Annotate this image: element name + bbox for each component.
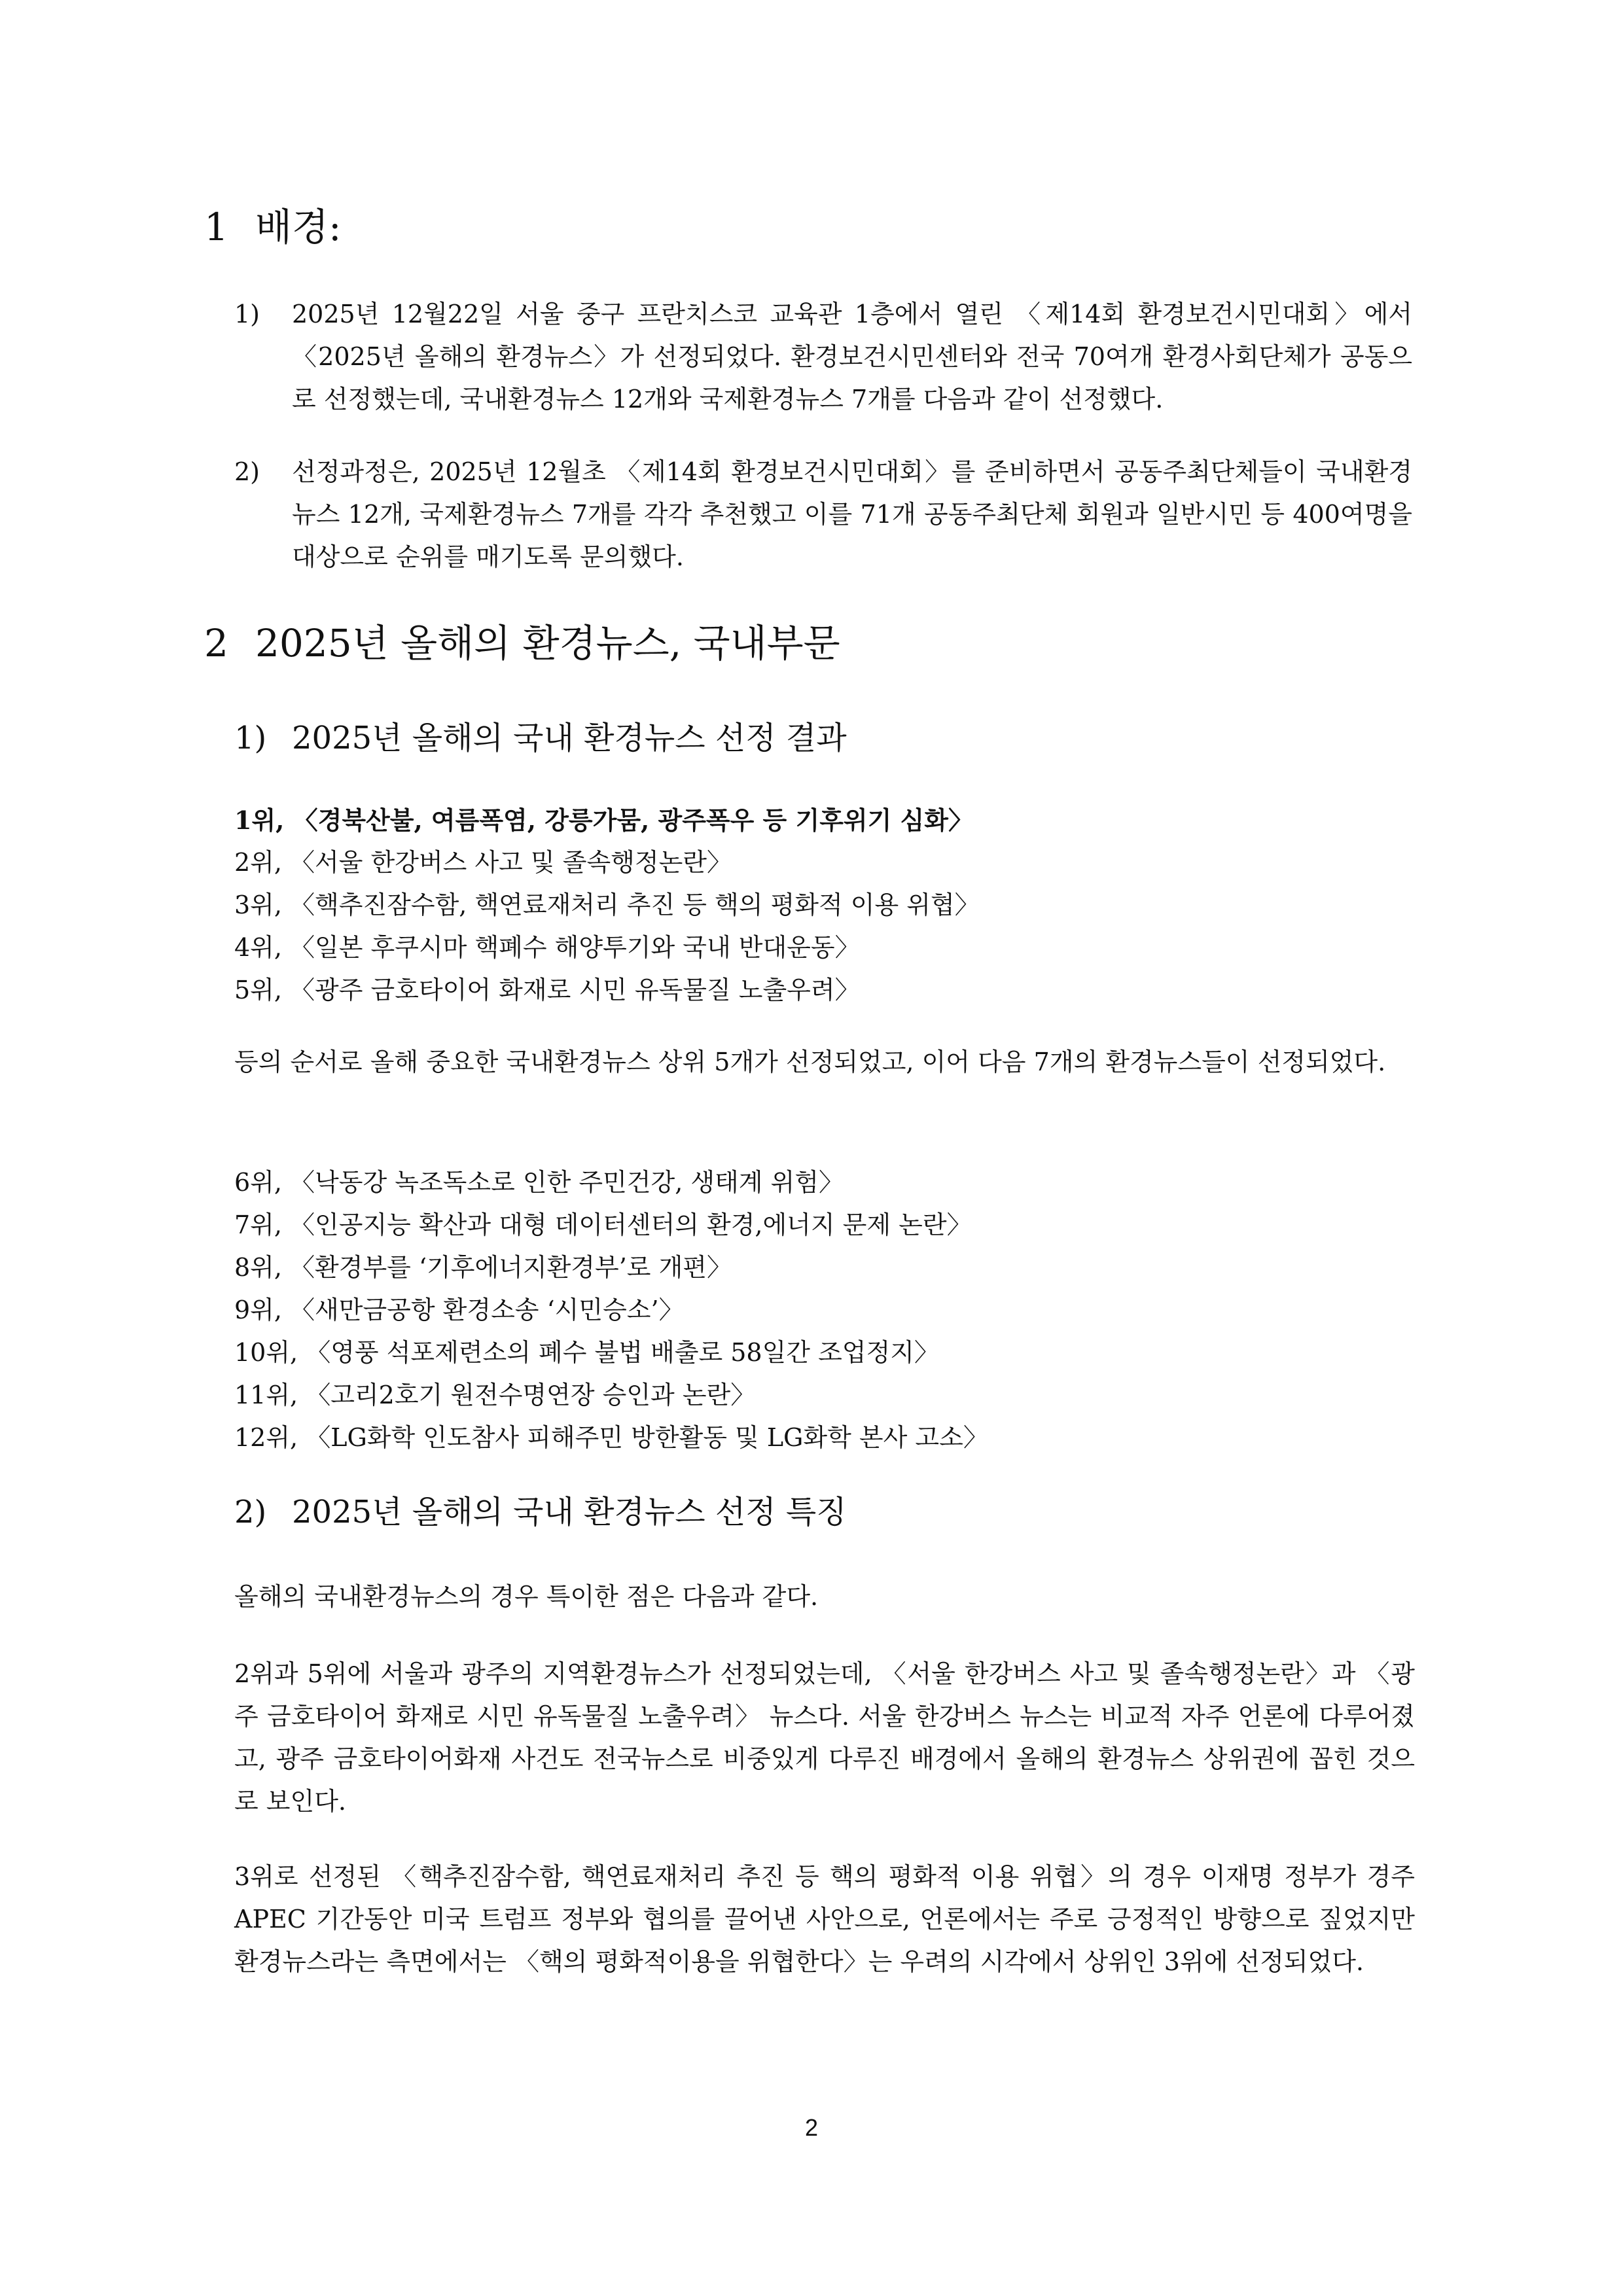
section-2-title: 2025년 올해의 환경뉴스, 국내부문 bbox=[255, 621, 840, 665]
background-item-2-text: 선정과정은, 2025년 12월초 〈제14회 환경보건시민대회〉를 준비하면서 공동주최단체들이 국내환경뉴스 12개, 국제환경뉴스 7개를 각각 추천했고 이를 71개 공동주최단체 회원과 일반시민 등 400여명을 대상으로 순위를 매기도록 문의했다. bbox=[292, 457, 1412, 571]
top5-ranking-list bbox=[234, 799, 1415, 1012]
background-item-1 bbox=[234, 293, 1412, 421]
ranking-item: 11위, 〈고리2호기 원전수명연장 승인과 논란〉 bbox=[234, 1381, 756, 1409]
section-1-number: 1 bbox=[204, 205, 228, 249]
ranking-item: 2위, 〈서울 한강버스 사고 및 졸속행정논란〉 bbox=[234, 848, 732, 877]
ranking-item: 1위, 〈경북산불, 여름폭염, 강릉가뭄, 광주폭우 등 기후위기 심화〉 bbox=[234, 805, 973, 835]
ranking-item: 10위, 〈영풍 석포제련소의 폐수 불법 배출로 58일간 조업정지〉 bbox=[234, 1338, 939, 1367]
background-item-1-text: 2025년 12월22일 서울 중구 프란치스코 교육관 1층에서 열린 〈제14회 환경보건시민대회〉에서 〈2025년 올해의 환경뉴스〉가 선정되었다. 환경보건시민센터와 전국 70여개 환경사회단체가 공동으로 선정했는데, 국내환경뉴스 12개와 국제환경뉴스 7개를 다음과 같이 선정했다. bbox=[292, 300, 1412, 414]
subsection-1-title: 2025년 올해의 국내 환경뉴스 선정 결과 bbox=[292, 720, 847, 756]
ranking-item: 12위, 〈LG화학 인도참사 피해주민 방한활동 및 LG화학 본사 고소〉 bbox=[234, 1423, 988, 1452]
section-1-title: 배경: bbox=[255, 205, 342, 249]
ranking-item: 6위, 〈낙동강 녹조독소로 인한 주민건강, 생태계 위험〉 bbox=[234, 1168, 844, 1197]
background-item-2-marker: 2) bbox=[234, 457, 260, 486]
subsection-2-heading bbox=[234, 1492, 847, 1532]
ranking-item: 4위, 〈일본 후쿠시마 핵폐수 해양투기와 국내 반대운동〉 bbox=[234, 933, 860, 962]
rest-ranking-list bbox=[234, 1161, 1415, 1459]
section-1-heading bbox=[204, 204, 342, 250]
subsection-1-heading bbox=[234, 718, 847, 758]
subsection-2-marker: 2) bbox=[234, 1494, 267, 1530]
ranking-item: 8위, 〈환경부를 ‘기후에너지환경부’로 개편〉 bbox=[234, 1253, 732, 1282]
ranking-item: 5위, 〈광주 금호타이어 화재로 시민 유독물질 노출우려〉 bbox=[234, 976, 860, 1004]
section-2-heading bbox=[204, 620, 840, 666]
subsection-1-marker: 1) bbox=[234, 720, 267, 756]
summary-paragraph: 등의 순서로 올해 중요한 국내환경뉴스 상위 5개가 선정되었고, 이어 다음 7개의 환경뉴스들이 선정되었다. bbox=[234, 1048, 1386, 1076]
feature-paragraph-1: 올해의 국내환경뉴스의 경우 특이한 점은 다음과 같다. bbox=[234, 1582, 819, 1611]
page-number: 2 bbox=[804, 2114, 819, 2141]
section-2-number: 2 bbox=[204, 621, 228, 665]
subsection-2-title: 2025년 올해의 국내 환경뉴스 선정 특징 bbox=[292, 1494, 847, 1530]
feature-paragraph-2: 2위과 5위에 서울과 광주의 지역환경뉴스가 선정되었는데, 〈서울 한강버스 사고 및 졸속행정논란〉과 〈광주 금호타이어 화재로 시민 유독물질 노출우려〉 뉴스다. 서울 한강버스 뉴스는 비교적 자주 언론에 다루어졌고, 광주 금호타이어화재 사건도 전국뉴스로 비중있게 다루진 배경에서 올해의 환경뉴스 상위권에 꼽힌 것으로 보인다. bbox=[234, 1659, 1415, 1816]
ranking-item: 3위, 〈핵추진잠수함, 핵연료재처리 추진 등 핵의 평화적 이용 위협〉 bbox=[234, 891, 980, 919]
background-item-2 bbox=[234, 451, 1412, 578]
ranking-item: 9위, 〈새만금공항 환경소송 ‘시민승소’〉 bbox=[234, 1296, 684, 1324]
feature-paragraph-3: 3위로 선정된 〈핵추진잠수함, 핵연료재처리 추진 등 핵의 평화적 이용 위협〉의 경우 이재명 정부가 경주APEC 기간동안 미국 트럼프 정부와 협의를 끌어낸 사안으로, 언론에서는 주로 긍정적인 방향으로 짚었지만 환경뉴스라는 측면에서는 〈핵의 평화적이용을 위협한다〉는 우려의 시각에서 상위인 3위에 선정되었다. bbox=[234, 1862, 1415, 1976]
background-item-1-marker: 1) bbox=[234, 300, 260, 328]
ranking-item: 7위, 〈인공지능 확산과 대형 데이터센터의 환경,에너지 문제 논란〉 bbox=[234, 1210, 972, 1239]
